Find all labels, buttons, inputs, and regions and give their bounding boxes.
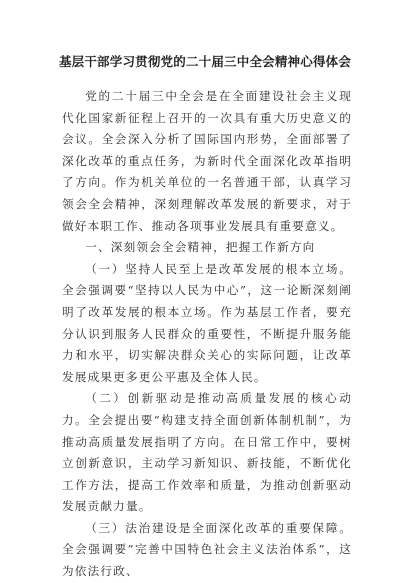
document-title: 基层干部学习贯彻党的二十届三中全会精神心得体会 bbox=[58, 54, 352, 69]
point-1-paragraph: （一）坚持人民至上是改革发展的根本立场。全会强调要“坚持以人民为中心”，这一论断深刻阐明了改革发展的根本立场。作为基层工作者，要充分认识到服务人民群众的重要性，不断提升服务能力和水平，切实解决群众关心的实际问题，让改革发展成果更多更公平惠及全体人民。 bbox=[62, 261, 352, 384]
intro-paragraph: 党的二十届三中全会是在全面建设社会主义现代化国家新征程上召开的一次具有重大历史意义的会议。全会深入分析了国际国内形势，全面部署了深化改革的重点任务，为新时代全面深化改革指明了方向。作为机关单位的一名普通干部，认真学习领会全会精神，深刻理解改革发展的新要求，对于做好本职工作、推动各项事业发展具有重要意义。 bbox=[62, 89, 352, 233]
section-heading: 一、深刻领会全会精神，把握工作新方向 bbox=[85, 240, 316, 255]
document-body bbox=[62, 86, 352, 583]
point-2-paragraph: （二）创新驱动是推动高质量发展的核心动力。全会提出要“构建支持全面创新体制机制”，为推动高质量发展指明了方向。在日常工作中，要树立创新意识，主动学习新知识、新技能，不断优化工作方法，提高工作效率和质量，为推动创新驱动发展贡献力量。 bbox=[62, 391, 352, 514]
point-3-paragraph: （三）法治建设是全面深化改革的重要保障。全会强调要”完善中国特色社会主义法治体系”，这为依法行政、 bbox=[62, 520, 352, 579]
